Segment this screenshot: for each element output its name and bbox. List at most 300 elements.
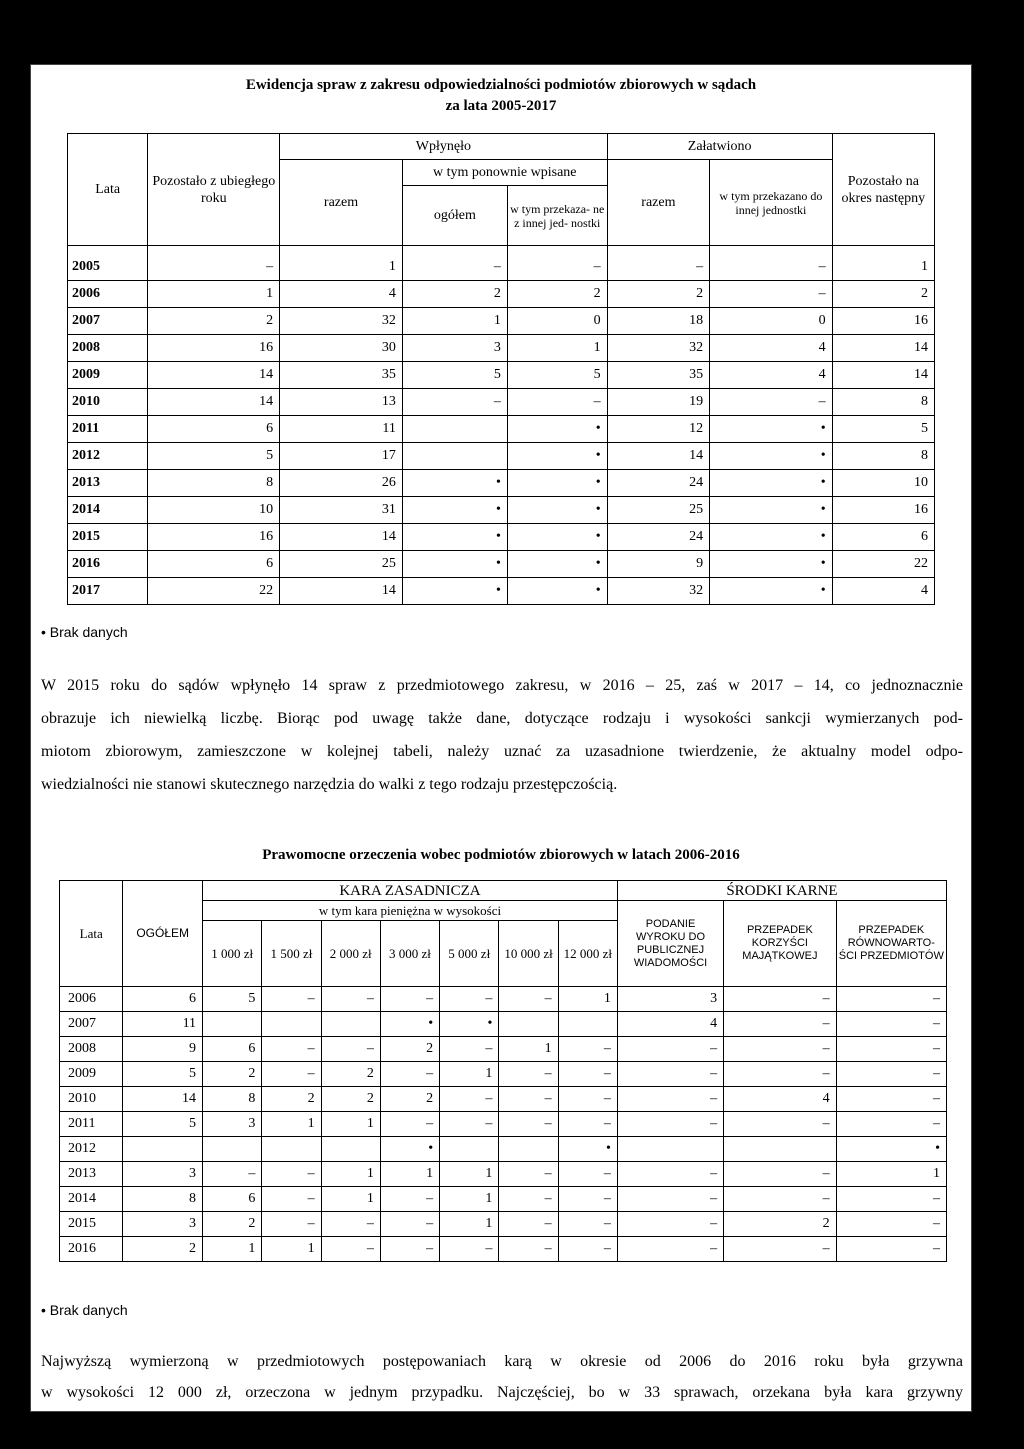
table-cell: 2 <box>321 1062 380 1087</box>
t2-col-amount: 3 000 zł <box>380 921 439 987</box>
table-cell: – <box>724 1037 836 1062</box>
table-cell: – <box>836 1037 946 1062</box>
table-cell: 6 <box>203 1037 262 1062</box>
table-cell: 30 <box>280 335 403 362</box>
table-cell: 8 <box>148 470 280 497</box>
table-cell: – <box>402 389 507 416</box>
table-cell: • <box>710 443 833 470</box>
paragraph1-line3: miotom zbiorowym, zamieszczone w kolejnej tabeli, należy uznać za uzasadnione twierdzenie, że aktualny model odpo- <box>41 743 963 760</box>
cases-table-body <box>68 246 935 605</box>
col-w-tym-ponownie: w tym ponownie wpisane <box>402 160 607 186</box>
table-cell: – <box>440 1037 499 1062</box>
table-cell: 26 <box>280 470 403 497</box>
table-cell: – <box>440 987 499 1012</box>
table-cell: – <box>724 1112 836 1137</box>
table-cell: • <box>402 578 507 605</box>
table-cell <box>203 1137 262 1162</box>
table-cell: 11 <box>123 1012 203 1037</box>
table-row <box>68 281 935 308</box>
row-year: 2006 <box>68 281 148 308</box>
table-cell: 2 <box>203 1212 262 1237</box>
row-year: 2007 <box>68 308 148 335</box>
table-cell: 8 <box>832 389 934 416</box>
row-year: 2011 <box>68 416 148 443</box>
table-cell: 31 <box>280 497 403 524</box>
table-cell: 2 <box>203 1062 262 1087</box>
table-cell: 32 <box>607 578 709 605</box>
t2-col-przepadek-rown: PRZEPADEK RÓWNOWARTO- ŚCI PRZEDMIOTÓW <box>836 901 946 987</box>
table-cell: – <box>262 1212 321 1237</box>
table-row <box>60 1237 947 1262</box>
table-cell: – <box>499 1112 558 1137</box>
table-cell: – <box>499 1162 558 1187</box>
table-cell: 16 <box>832 308 934 335</box>
paragraph2-line2: w wysokości 12 000 zł, orzeczona w jednym przypadku. Najczęściej, bo w 33 sprawach, orzekana była kara grzywny <box>41 1384 963 1401</box>
table-cell: 6 <box>148 416 280 443</box>
t2-col-ogolem: OGÓŁEM <box>123 881 203 987</box>
table-cell: 22 <box>148 578 280 605</box>
table-cell: • <box>402 497 507 524</box>
row-year: 2015 <box>68 524 148 551</box>
row-year: 2013 <box>60 1162 123 1187</box>
row-year: 2014 <box>68 497 148 524</box>
table-cell: – <box>836 1237 946 1262</box>
table-row <box>68 389 935 416</box>
table-cell: – <box>617 1162 723 1187</box>
table-cell: – <box>321 987 380 1012</box>
table-cell: • <box>710 416 833 443</box>
table-cell: 2 <box>402 281 507 308</box>
table-row <box>68 551 935 578</box>
table1-title <box>31 75 971 117</box>
table-cell: – <box>321 1237 380 1262</box>
table-cell: 8 <box>832 443 934 470</box>
table2-note: • Brak danych <box>41 1302 128 1318</box>
table-cell: • <box>710 524 833 551</box>
table1-note: • Brak danych <box>41 624 128 640</box>
table-cell: 10 <box>832 470 934 497</box>
table-cell: 6 <box>832 524 934 551</box>
table-cell: – <box>558 1087 617 1112</box>
table-cell: – <box>499 1062 558 1087</box>
table-cell: 5 <box>123 1112 203 1137</box>
table-cell: – <box>380 1062 439 1087</box>
table-cell: 1 <box>832 246 934 281</box>
paragraph1-line1: W 2015 roku do sądów wpłynęło 14 spraw z przedmiotowego zakresu, w 2016 – 25, zaś w 2017 – 14, co jednoznacznie <box>41 677 963 694</box>
table-cell: 25 <box>607 497 709 524</box>
table-cell: 1 <box>836 1162 946 1187</box>
row-year: 2016 <box>68 551 148 578</box>
row-year: 2015 <box>60 1212 123 1237</box>
table-cell <box>499 1012 558 1037</box>
t2-col-kara: KARA ZASADNICZA <box>203 881 618 901</box>
table-cell: – <box>499 1087 558 1112</box>
table-row <box>68 416 935 443</box>
table-cell: – <box>617 1087 723 1112</box>
table-cell: 1 <box>262 1237 321 1262</box>
t2-col-amount: 2 000 zł <box>321 921 380 987</box>
table-cell <box>402 443 507 470</box>
table-cell: 2 <box>380 1037 439 1062</box>
table-cell: – <box>262 1062 321 1087</box>
table-cell: 1 <box>440 1212 499 1237</box>
col-lata: Lata <box>68 134 148 246</box>
table-cell <box>402 416 507 443</box>
table-cell: – <box>558 1187 617 1212</box>
t2-col-amount: 1 000 zł <box>203 921 262 987</box>
table-cell: – <box>617 1112 723 1137</box>
table-cell: 14 <box>280 524 403 551</box>
table-cell: 2 <box>321 1087 380 1112</box>
table-cell: • <box>710 470 833 497</box>
table-cell: 1 <box>148 281 280 308</box>
table-cell: – <box>724 987 836 1012</box>
row-year: 2005 <box>68 246 148 281</box>
table-row <box>60 1212 947 1237</box>
table-cell: 1 <box>499 1037 558 1062</box>
table-cell: 5 <box>507 362 607 389</box>
table-cell: 35 <box>607 362 709 389</box>
table-cell: – <box>724 1012 836 1037</box>
table-cell: 13 <box>280 389 403 416</box>
table-cell: • <box>440 1012 499 1037</box>
table-row <box>68 246 935 281</box>
table-cell: 1 <box>507 335 607 362</box>
table-cell: • <box>507 497 607 524</box>
table-cell: – <box>203 1162 262 1187</box>
table-cell: 2 <box>832 281 934 308</box>
table-cell: 4 <box>724 1087 836 1112</box>
table-cell: 5 <box>203 987 262 1012</box>
table-cell: 16 <box>148 335 280 362</box>
table-cell: • <box>558 1137 617 1162</box>
table-cell: 4 <box>280 281 403 308</box>
table-cell: 1 <box>440 1062 499 1087</box>
table-cell: 1 <box>203 1237 262 1262</box>
table-cell: 1 <box>440 1162 499 1187</box>
table-cell: – <box>558 1037 617 1062</box>
table-cell: • <box>402 470 507 497</box>
table-row <box>68 524 935 551</box>
table-cell: • <box>507 578 607 605</box>
table-cell: • <box>507 524 607 551</box>
row-year: 2009 <box>60 1062 123 1087</box>
table-cell: 1 <box>380 1162 439 1187</box>
table-cell <box>203 1012 262 1037</box>
table-cell: 32 <box>280 308 403 335</box>
table-cell: – <box>724 1162 836 1187</box>
table-cell: 1 <box>262 1112 321 1137</box>
table-cell: – <box>262 1162 321 1187</box>
table-cell: – <box>321 1212 380 1237</box>
table-cell: 14 <box>123 1087 203 1112</box>
table-cell: • <box>507 470 607 497</box>
table-row <box>60 1012 947 1037</box>
table-cell: – <box>380 1212 439 1237</box>
table-row <box>60 1162 947 1187</box>
table-cell: – <box>440 1112 499 1137</box>
table-cell: – <box>380 1237 439 1262</box>
table-cell: • <box>710 497 833 524</box>
col-pozostalo-na: Pozostało na okres następny <box>832 134 934 246</box>
table-cell: • <box>380 1012 439 1037</box>
table-row <box>68 470 935 497</box>
col-zalatwiono: Załatwiono <box>607 134 832 160</box>
table-cell: 16 <box>832 497 934 524</box>
table-row <box>68 308 935 335</box>
table-cell: 6 <box>148 551 280 578</box>
table-cell: 14 <box>832 335 934 362</box>
table-cell: 24 <box>607 524 709 551</box>
table-cell: – <box>710 389 833 416</box>
table-cell: • <box>380 1137 439 1162</box>
table-cell: – <box>499 1212 558 1237</box>
table-cell: • <box>507 443 607 470</box>
table-cell: 4 <box>710 362 833 389</box>
table-cell: 14 <box>280 578 403 605</box>
table-cell: 2 <box>507 281 607 308</box>
table-cell <box>262 1012 321 1037</box>
col-wplynelo: Wpłynęło <box>280 134 607 160</box>
table-cell: 9 <box>607 551 709 578</box>
table-cell: 0 <box>710 308 833 335</box>
table-cell: – <box>499 987 558 1012</box>
table-cell: – <box>558 1062 617 1087</box>
row-year: 2010 <box>60 1087 123 1112</box>
table-cell: 8 <box>203 1087 262 1112</box>
table-row <box>60 1137 947 1162</box>
row-year: 2009 <box>68 362 148 389</box>
table-cell: – <box>836 1012 946 1037</box>
col-razem-in: razem <box>280 160 403 246</box>
col-pozostalo-z: Pozostało z ubiegłego roku <box>148 134 280 246</box>
table-cell: – <box>148 246 280 281</box>
table-cell: 1 <box>440 1187 499 1212</box>
table-cell: • <box>507 551 607 578</box>
table-cell: 19 <box>607 389 709 416</box>
row-year: 2008 <box>60 1037 123 1062</box>
table-cell: 10 <box>148 497 280 524</box>
table1-title-line1: Ewidencja spraw z zakresu odpowiedzialności podmiotów zbiorowych w sądach <box>245 77 757 93</box>
table-cell: 5 <box>148 443 280 470</box>
paragraph1-line4: wiedzialności nie stanowi skutecznego narzędzia do walki z tego rodzaju przestępczością. <box>41 776 618 793</box>
col-w-tym-przekazano: w tym przekazano do innej jednostki <box>710 160 833 246</box>
table-cell: – <box>507 389 607 416</box>
table-cell: 32 <box>607 335 709 362</box>
table-cell: – <box>710 281 833 308</box>
table-cell: 4 <box>710 335 833 362</box>
verdicts-table-body <box>60 987 947 1262</box>
table-cell: 2 <box>123 1237 203 1262</box>
table-row <box>60 1087 947 1112</box>
table-cell: 1 <box>280 246 403 281</box>
t2-col-przepadek-korzysci: PRZEPADEK KORZYŚCI MAJĄTKOWEJ <box>724 901 836 987</box>
col-w-tym-przekazane: w tym przekaza- ne z innej jed- nostki <box>507 186 607 246</box>
table-cell: 3 <box>123 1212 203 1237</box>
row-year: 2012 <box>60 1137 123 1162</box>
table-cell: – <box>499 1237 558 1262</box>
table-cell <box>724 1137 836 1162</box>
table-cell: – <box>617 1037 723 1062</box>
table-cell: • <box>402 524 507 551</box>
table-cell: – <box>617 1062 723 1087</box>
table-row <box>60 1062 947 1087</box>
table-cell: – <box>617 1212 723 1237</box>
table-cell: 3 <box>617 987 723 1012</box>
table-cell: – <box>836 1112 946 1137</box>
table2-title: Prawomocne orzeczenia wobec podmiotów zbiorowych w latach 2006-2016 <box>262 847 740 863</box>
table-cell: – <box>262 1037 321 1062</box>
table-cell: – <box>558 1237 617 1262</box>
table-row <box>68 578 935 605</box>
row-year: 2014 <box>60 1187 123 1212</box>
row-year: 2008 <box>68 335 148 362</box>
table-cell: 2 <box>607 281 709 308</box>
table-cell: • <box>710 551 833 578</box>
table-cell: – <box>558 1212 617 1237</box>
paragraph2-line1: Najwyższą wymierzoną w przedmiotowych postępowaniach karą w okresie od 2006 do 2016 roku była grzywna <box>41 1353 963 1370</box>
table-cell: – <box>440 1237 499 1262</box>
t2-col-amount: 5 000 zł <box>440 921 499 987</box>
table-cell: 11 <box>280 416 403 443</box>
table-cell: – <box>836 1062 946 1087</box>
table-row <box>68 335 935 362</box>
table-cell: • <box>402 551 507 578</box>
table-cell: 16 <box>148 524 280 551</box>
table-cell: – <box>402 246 507 281</box>
table-cell: 6 <box>123 987 203 1012</box>
t2-col-w-tym-kara: w tym kara pieniężna w wysokości <box>203 901 618 921</box>
table-cell: – <box>836 1087 946 1112</box>
row-year: 2007 <box>60 1012 123 1037</box>
table-cell: – <box>617 1187 723 1212</box>
table-cell: 2 <box>724 1212 836 1237</box>
table-cell: • <box>710 578 833 605</box>
row-year: 2010 <box>68 389 148 416</box>
table-cell: – <box>499 1187 558 1212</box>
table-cell: 5 <box>832 416 934 443</box>
table-cell: – <box>558 1162 617 1187</box>
table-cell: 9 <box>123 1037 203 1062</box>
table-cell <box>617 1137 723 1162</box>
table-cell <box>123 1137 203 1162</box>
table-cell: – <box>440 1087 499 1112</box>
table-cell: – <box>607 246 709 281</box>
row-year: 2011 <box>60 1112 123 1137</box>
table-cell: 14 <box>832 362 934 389</box>
table-cell: – <box>724 1237 836 1262</box>
table-cell: • <box>507 416 607 443</box>
table-cell: 3 <box>123 1162 203 1187</box>
table-row <box>60 1187 947 1212</box>
table-cell: 8 <box>123 1187 203 1212</box>
table-cell: 1 <box>558 987 617 1012</box>
table-cell: 12 <box>607 416 709 443</box>
table-cell: – <box>507 246 607 281</box>
verdicts-table <box>59 880 947 1262</box>
table-cell: 0 <box>507 308 607 335</box>
table-cell: – <box>710 246 833 281</box>
table-cell <box>440 1137 499 1162</box>
cases-table <box>67 133 935 605</box>
table-cell: 3 <box>203 1112 262 1137</box>
row-year: 2006 <box>60 987 123 1012</box>
table-cell: – <box>617 1237 723 1262</box>
table-cell: 3 <box>402 335 507 362</box>
table-cell: 1 <box>321 1162 380 1187</box>
table1-title-line2: za lata 2005-2017 <box>445 98 557 114</box>
table-cell: 22 <box>832 551 934 578</box>
document-page <box>30 64 972 1412</box>
table-cell: 25 <box>280 551 403 578</box>
paragraph1-line2: obrazuje ich niewielką liczbę. Biorąc pod uwagę także dane, dotyczące rodzaju i wysokości sankcji wymierzanych pod- <box>41 710 963 727</box>
table-cell: – <box>380 1187 439 1212</box>
table-cell: – <box>724 1187 836 1212</box>
row-year: 2017 <box>68 578 148 605</box>
table-cell: – <box>724 1062 836 1087</box>
t2-col-podanie: PODANIE WYROKU DO PUBLICZNEJ WIADOMOŚCI <box>617 901 723 987</box>
t2-col-amount: 12 000 zł <box>558 921 617 987</box>
table-cell: 5 <box>402 362 507 389</box>
t2-col-amount: 1 500 zł <box>262 921 321 987</box>
table-cell <box>262 1137 321 1162</box>
table-cell: 1 <box>321 1112 380 1137</box>
table-row <box>60 1037 947 1062</box>
table-cell: 14 <box>148 362 280 389</box>
t2-col-srodki: ŚRODKI KARNE <box>617 881 946 901</box>
table-cell <box>558 1012 617 1037</box>
col-razem-out: razem <box>607 160 709 246</box>
table-cell: 14 <box>148 389 280 416</box>
table-cell: 4 <box>832 578 934 605</box>
table-cell: 2 <box>148 308 280 335</box>
table-row <box>68 497 935 524</box>
table-cell: 6 <box>203 1187 262 1212</box>
table-cell: – <box>836 1212 946 1237</box>
table-cell: – <box>836 1187 946 1212</box>
row-year: 2012 <box>68 443 148 470</box>
table-cell: 2 <box>380 1087 439 1112</box>
col-ogolem: ogółem <box>402 186 507 246</box>
table-cell <box>499 1137 558 1162</box>
table-cell: 18 <box>607 308 709 335</box>
table-cell <box>321 1012 380 1037</box>
table-cell: – <box>262 987 321 1012</box>
t2-col-lata: Lata <box>60 881 123 987</box>
table-cell: 4 <box>617 1012 723 1037</box>
table-cell: 5 <box>123 1062 203 1087</box>
table-row <box>60 1112 947 1137</box>
table-cell: – <box>262 1187 321 1212</box>
table-cell: 24 <box>607 470 709 497</box>
table-cell: 2 <box>262 1087 321 1112</box>
table-cell: • <box>836 1137 946 1162</box>
row-year: 2013 <box>68 470 148 497</box>
t2-col-amount: 10 000 zł <box>499 921 558 987</box>
table-cell: – <box>380 987 439 1012</box>
table-cell <box>321 1137 380 1162</box>
table-cell: 35 <box>280 362 403 389</box>
row-year: 2016 <box>60 1237 123 1262</box>
table-cell: 1 <box>402 308 507 335</box>
table-row <box>68 362 935 389</box>
table-cell: – <box>321 1037 380 1062</box>
table-cell: – <box>836 987 946 1012</box>
table-row <box>68 443 935 470</box>
table-cell: 14 <box>607 443 709 470</box>
table-cell: 17 <box>280 443 403 470</box>
table-cell: – <box>558 1112 617 1137</box>
